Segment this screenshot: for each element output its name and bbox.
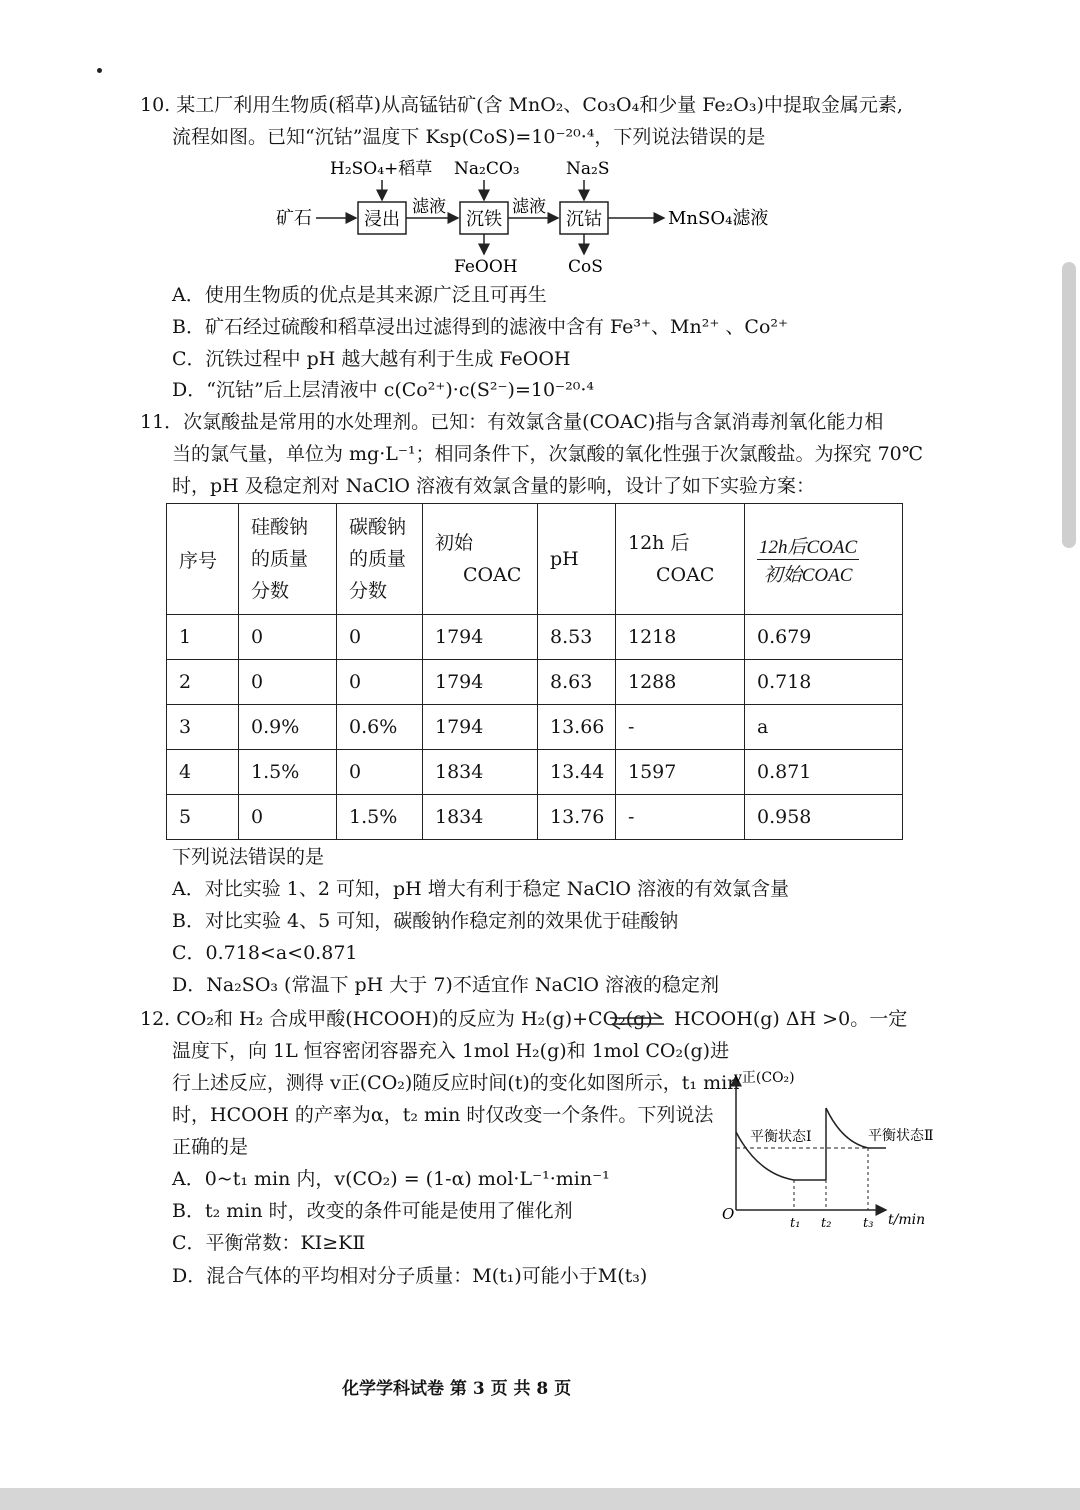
table-cell: 1 <box>167 615 239 660</box>
table-cell: 1794 <box>423 615 538 660</box>
table-cell: 0 <box>337 615 423 660</box>
table-cell: 1794 <box>423 705 538 750</box>
flow-step2: 沉铁 <box>466 209 502 230</box>
t2-label: t₂ <box>821 1216 832 1231</box>
q12-option-b: B．t₂ min 时，改变的条件可能是使用了催化剂 <box>172 1200 573 1222</box>
table-cell: 1597 <box>616 750 745 795</box>
q12-option-d: D．混合气体的平均相对分子质量：M(t₁)可能小于M(t₃) <box>172 1265 648 1287</box>
table-cell: 0.679 <box>745 615 903 660</box>
header-ph: pH <box>538 504 616 615</box>
flow-step2-output: FeOOH <box>454 257 518 277</box>
table-cell: 0 <box>239 615 337 660</box>
table-cell: - <box>616 705 745 750</box>
scrollbar-thumb[interactable] <box>1062 262 1076 548</box>
q11-line2: 当的氯气量，单位为 mg·L⁻¹；相同条件下，次氯酸的氧化性强于次氯酸盐。为探究 70℃ <box>172 443 923 465</box>
q10-option-a: A．使用生物质的优点是其来源广泛且可再生 <box>172 284 547 306</box>
header-carbonate: 碳酸钠 的质量 分数 <box>337 504 423 615</box>
table-cell: 0.718 <box>745 660 903 705</box>
table-cell: 1.5% <box>337 795 423 840</box>
table-cell: 13.76 <box>538 795 616 840</box>
table-cell: 8.53 <box>538 615 616 660</box>
table-row <box>167 705 903 750</box>
q12-option-a: A．0~t₁ min 内，v(CO₂) = (1-α) mol·L⁻¹·min⁻¹ <box>172 1168 610 1190</box>
ratio-fraction: $\frac{\text{12h后COAC}}{\text{初始COAC}}$ <box>757 532 859 587</box>
q10-line1: 10. 某工厂利用生物质(稻草)从高锰钴矿(含 MnO₂、Co₃O₄和少量 Fe₂O₃)中提取金属元素, <box>140 94 903 116</box>
table-cell: 1288 <box>616 660 745 705</box>
q10-line2: 流程如图。已知“沉钴”温度下 Ksp(CoS)=10⁻²⁰·⁴，下列说法错误的是 <box>172 126 766 148</box>
table-cell: 0.6% <box>337 705 423 750</box>
flow-step3-input: Na₂S <box>566 159 610 179</box>
q11-line1: 11．次氯酸盐是常用的水处理剂。已知：有效氯含量(COAC)指与含氯消毒剂氧化能力相 <box>140 411 884 433</box>
equilibrium-arrows-icon <box>608 1012 666 1030</box>
q10-option-d: D．“沉钴”后上层清液中 c(Co²⁺)·c(S²⁻)=10⁻²⁰·⁴ <box>172 379 594 401</box>
q12-line4: 时，HCOOH 的产率为α，t₂ min 时仅改变一个条件。下列说法 <box>172 1104 714 1126</box>
header-index: 序号 <box>167 504 239 615</box>
flow-start: 矿石 <box>276 208 312 229</box>
x-axis-label: t/min <box>888 1212 926 1228</box>
q12-line5: 正确的是 <box>172 1136 249 1158</box>
table-cell: 0 <box>239 660 337 705</box>
table-cell: 0 <box>337 750 423 795</box>
table-cell: 0.871 <box>745 750 903 795</box>
flow-end: MnSO₄滤液 <box>668 208 769 229</box>
q11-option-d: D．Na₂SO₃ (常温下 pH 大于 7)不适宜作 NaClO 溶液的稳定剂 <box>172 974 720 996</box>
table-cell: 0 <box>337 660 423 705</box>
q11-line3: 时，pH 及稳定剂对 NaClO 溶液有效氯含量的影响，设计了如下实验方案： <box>172 475 815 497</box>
table-row <box>167 750 903 795</box>
header-ratio <box>745 504 903 615</box>
speck <box>97 68 102 73</box>
q10-option-b: B．矿石经过硫酸和稻草浸出过滤得到的滤液中含有 Fe³⁺、Mn²⁺ 、Co²⁺ <box>172 316 789 338</box>
origin-label: O <box>722 1205 735 1223</box>
flow-step1-input: H₂SO₄+稻草 <box>330 159 433 179</box>
q12-line2: 温度下，向 1L 恒容密闭容器充入 1mol H₂(g)和 1mol CO₂(g)进 <box>172 1040 730 1062</box>
q11-option-a: A．对比实验 1、2 可知，pH 增大有利于稳定 NaClO 溶液的有效氯含量 <box>172 878 789 900</box>
table-cell: 13.66 <box>538 705 616 750</box>
table-cell: 1834 <box>423 795 538 840</box>
coac-table <box>166 503 903 840</box>
state2-label: 平衡状态Ⅱ <box>868 1128 934 1144</box>
q11-option-b: B．对比实验 4、5 可知，碳酸钠作稳定剂的效果优于硅酸钠 <box>172 910 679 932</box>
q12-line1a: 12. CO₂和 H₂ 合成甲酸(HCOOH)的反应为 H₂(g)+CO₂(g) <box>140 1008 653 1030</box>
flow-step1: 浸出 <box>364 209 400 230</box>
rate-time-graph <box>718 1062 958 1237</box>
q11-stem: 下列说法错误的是 <box>172 846 325 868</box>
table-cell: 1834 <box>423 750 538 795</box>
table-cell: a <box>745 705 903 750</box>
t1-label: t₁ <box>790 1216 801 1231</box>
table-cell: - <box>616 795 745 840</box>
flow-step3-output: CoS <box>568 257 603 277</box>
t3-label: t₃ <box>863 1216 874 1231</box>
q12-option-c: C．平衡常数：KⅠ≥KⅡ <box>172 1232 366 1254</box>
flow-step3: 沉钴 <box>566 209 602 230</box>
table-cell: 0 <box>239 795 337 840</box>
table-header-row <box>167 504 903 615</box>
flow-arrow2-label: 滤液 <box>512 197 546 217</box>
q12-line1b: HCOOH(g) ΔH >0。一定 <box>674 1008 908 1030</box>
flow-arrow1-label: 滤液 <box>412 197 446 217</box>
page-footer: 化学学科试卷 第 3 页 共 8 页 <box>342 1379 572 1399</box>
table-cell: 1794 <box>423 660 538 705</box>
q10-option-c: C．沉铁过程中 pH 越大越有利于生成 FeOOH <box>172 348 571 370</box>
table-row <box>167 615 903 660</box>
table-cell: 4 <box>167 750 239 795</box>
table-row <box>167 795 903 840</box>
q10-flowchart <box>270 152 790 282</box>
table-cell: 2 <box>167 660 239 705</box>
bottom-bar <box>0 1488 1080 1510</box>
q11-option-c: C．0.718<a<0.871 <box>172 942 358 964</box>
q12-line3: 行上述反应，测得 v正(CO₂)随反应时间(t)的变化如图所示，t₁ min <box>172 1072 740 1094</box>
table-cell: 0.958 <box>745 795 903 840</box>
flow-step2-input: Na₂CO₃ <box>454 159 520 179</box>
header-12h-coac: 12h 后 COAC <box>616 504 745 615</box>
table-row <box>167 660 903 705</box>
table-cell: 1.5% <box>239 750 337 795</box>
table-cell: 3 <box>167 705 239 750</box>
rate-curve-2 <box>826 1108 868 1148</box>
table-cell: 13.44 <box>538 750 616 795</box>
table-cell: 8.63 <box>538 660 616 705</box>
table-cell: 0.9% <box>239 705 337 750</box>
y-axis-label: v正(CO₂) <box>734 1070 795 1086</box>
header-silicate: 硅酸钠 的质量 分数 <box>239 504 337 615</box>
table-cell: 5 <box>167 795 239 840</box>
table-cell: 1218 <box>616 615 745 660</box>
state1-label: 平衡状态Ⅰ <box>750 1129 812 1145</box>
header-initial-coac: 初始 COAC <box>423 504 538 615</box>
